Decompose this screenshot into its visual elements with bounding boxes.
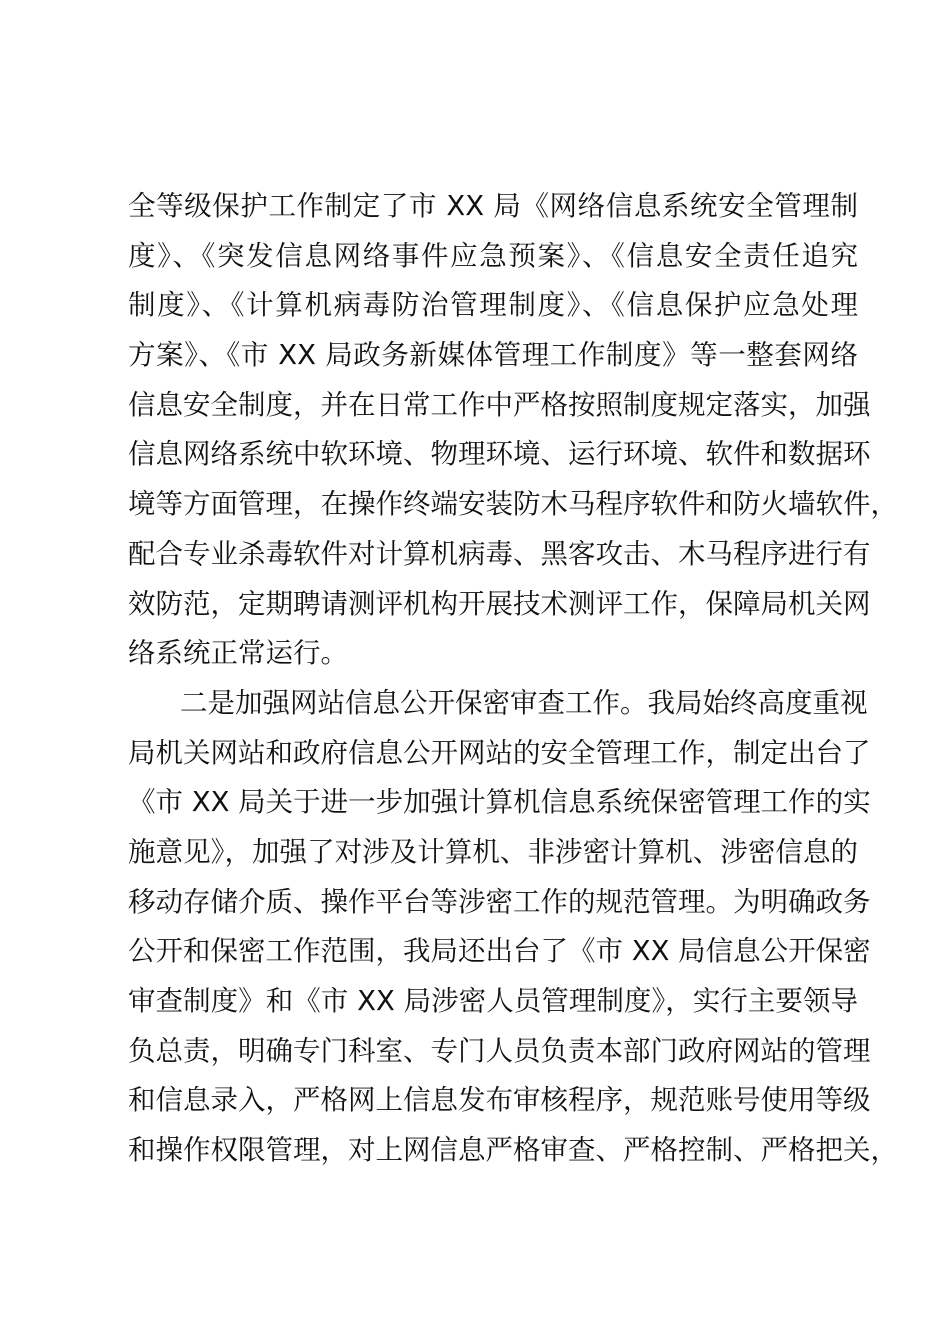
paragraph-line: 方案》、《市 XX 局政务新媒体管理工作制度》等一整套网络 [128,339,858,372]
paragraph-line: 度》、《突发信息网络事件应急预案》、《信息安全责任追究 [128,239,858,272]
paragraph-line: 配合专业杀毒软件对计算机病毒、黑客攻击、木马程序进行有 [128,537,871,570]
paragraph-line: 信息网络系统中软环境、物理环境、运行环境、软件和数据环 [128,438,871,471]
paragraph-line: 局机关网站和政府信息公开网站的安全管理工作，制定出台了 [128,736,871,769]
paragraph-line: 施意见》，加强了对涉及计算机、非涉密计算机、涉密信息的 [128,835,858,868]
paragraph-line: 负总责，明确专门科室、专门人员负责本部门政府网站的管理 [128,1034,871,1067]
paragraph-line: 《市 XX 局关于进一步加强计算机信息系统保密管理工作的实 [128,786,871,819]
paragraph-line: 络系统正常运行。 [128,637,348,670]
paragraph-line: 公开和保密工作范围，我局还出台了《市 XX 局信息公开保密 [128,935,871,968]
paragraph-line: 信息安全制度，并在日常工作中严格按照制度规定落实，加强 [128,388,871,421]
paragraph-line: 制度》、《计算机病毒防治管理制度》、《信息保护应急处理 [128,289,858,322]
paragraph-line: 移动存储介质、操作平台等涉密工作的规范管理。为明确政务 [128,885,871,918]
paragraph-line: 境等方面管理，在操作终端安装防木马程序软件和防火墙软件， [128,488,898,521]
paragraph-line: 效防范，定期聘请测评机构开展技术测评工作，保障局机关网 [128,587,871,620]
paragraph-line: 和操作权限管理，对上网信息严格审查、严格控制、严格把关， [128,1134,898,1167]
paragraph-line: 审查制度》和《市 XX 局涉密人员管理制度》，实行主要领导 [128,985,858,1017]
paragraph-1 [128,182,898,679]
paragraph-line: 全等级保护工作制定了市 XX 局《网络信息系统安全管理制 [128,190,858,222]
body-text [128,182,898,1176]
paragraph-line: 二是加强网站信息公开保密审查工作。我局始终高度重视 [180,686,868,719]
paragraph-line: 和信息录入，严格网上信息发布审核程序，规范账号使用等级 [128,1084,871,1117]
paragraph-2 [128,679,898,1176]
